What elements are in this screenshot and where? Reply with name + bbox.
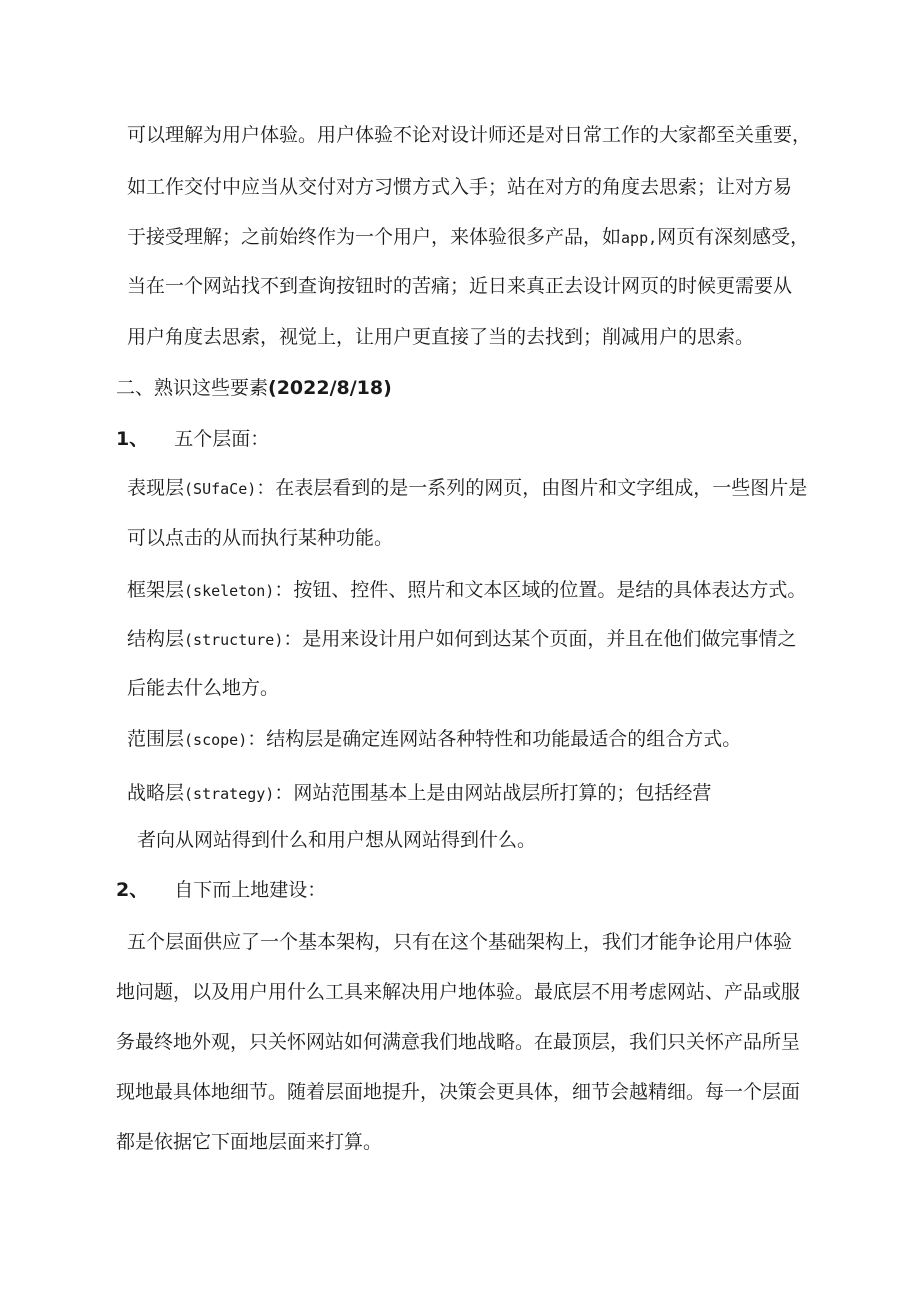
intro-line-2: 如工作交付中应当从交付对方习惯方式入手；站在对方的角度去思索；让对方易 bbox=[127, 176, 793, 198]
skeleton-layer-line: 框架层(skeleton)：按钮、控件、照片和文本区域的位置。是结的具体表达方式。 bbox=[127, 579, 807, 601]
surface-layer-line-1: 表现层(SUfaCe)：在表层看到的是一系列的网页，由图片和文字组成，一些图片是 bbox=[127, 477, 808, 499]
item2-line-5: 都是依据它下面地层面来打算。 bbox=[116, 1131, 383, 1153]
strategy-layer-line-1: 战略层(strategy)：网站范围基本上是由网站战层所打算的；包括经营 bbox=[127, 782, 712, 804]
surface-layer-line-2: 可以点击的从而执行某种功能。 bbox=[127, 527, 394, 549]
intro-line-4: 当在一个网站找不到查询按钮时的苦痛；近日来真正去设计网页的时候更需要从 bbox=[127, 275, 793, 297]
intro-line-5: 用户角度去思索，视觉上，让用户更直接了当的去找到；削减用户的思索。 bbox=[127, 326, 755, 348]
item2-line-4: 现地最具体地细节。随着层面地提升，决策会更具体，细节会越精细。每一个层面 bbox=[116, 1081, 801, 1103]
structure-layer-line-2: 后能去什么地方。 bbox=[127, 677, 280, 699]
strategy-layer-line-2: 者向从网站得到什么和用户想从网站得到什么。 bbox=[137, 829, 537, 851]
item2-heading: 2、 自下而上地建设： bbox=[116, 879, 327, 901]
app-term: app, bbox=[621, 229, 658, 247]
item2-line-3: 务最终地外观，只关怀网站如何满意我们地战略。在最顶层，我们只关怀产品所呈 bbox=[116, 1031, 801, 1053]
section-heading: 二、熟识这些要素(2022/8/18) bbox=[116, 377, 392, 399]
intro-line-1: 可以理解为用户体验。用户体验不论对设计师还是对日常工作的大家都至关重要， bbox=[127, 124, 812, 146]
intro-line-3: 于接受理解；之前始终作为一个用户，来体验很多产品，如app,网页有深刻感受， bbox=[127, 226, 810, 248]
structure-layer-line-1: 结构层(structure)：是用来设计用户如何到达某个页面，并且在他们做完事情之 bbox=[127, 628, 797, 650]
item2-line-2: 地问题，以及用户用什么工具来解决用户地体验。最底层不用考虑网站、产品或服 bbox=[116, 981, 801, 1003]
scope-layer-line: 范围层(scope)：结构层是确定连网站各种特性和功能最适合的组合方式。 bbox=[127, 728, 742, 750]
item2-line-1: 五个层面供应了一个基本架构，只有在这个基础架构上，我们才能争论用户体验 bbox=[127, 931, 793, 953]
item1-heading: 1、 五个层面： bbox=[116, 428, 270, 450]
